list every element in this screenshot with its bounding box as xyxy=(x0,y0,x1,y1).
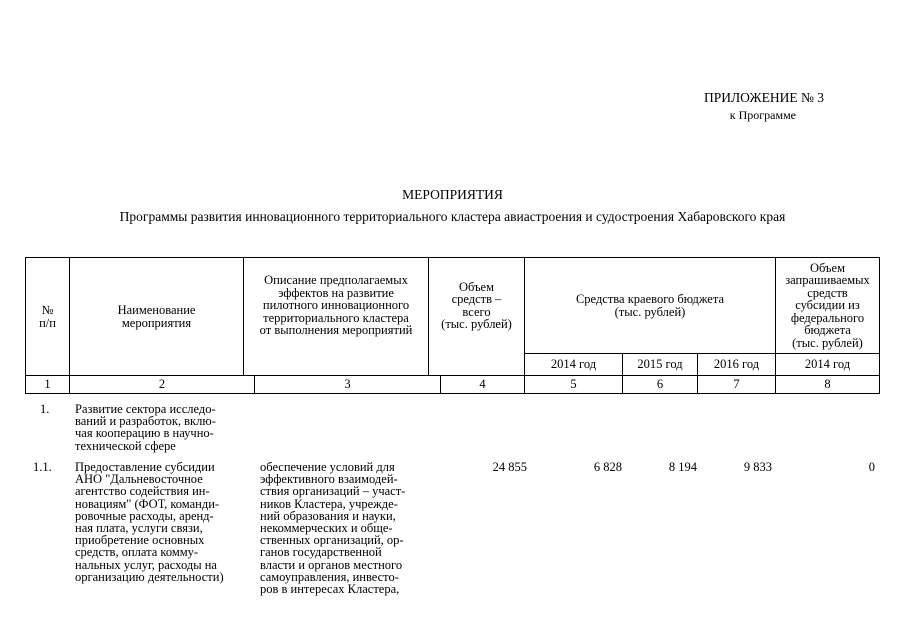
column-number: 1 xyxy=(44,377,51,391)
row-2014: 6 828 xyxy=(593,460,622,474)
row-2016: 9 833 xyxy=(743,460,772,474)
row-total: 24 855 xyxy=(492,460,527,474)
header-federal-year: 2014 год xyxy=(804,357,851,372)
header-year-2015: 2015 год xyxy=(637,357,683,372)
row-description: обеспечение условий для эффективного взаимодей- ствия организаций – участ- ников Кластера, учрежде- ний образования и науки, некоммерческих и обще- ственных организаций, ор- ганов государственной власти и органов местного самоуправления, инвесто- ров в интересах Кластера, xyxy=(260,460,406,597)
document-title: МЕРОПРИЯТИЯ xyxy=(402,187,503,202)
column-number: 6 xyxy=(656,377,664,391)
column-number: 8 xyxy=(824,377,831,391)
column-number: 7 xyxy=(733,377,740,391)
document-subtitle: Программы развития инновационного территориального кластера авиастроения и судостроения Хабаровского края xyxy=(119,209,786,224)
header-name: Наименование мероприятия xyxy=(117,303,196,330)
header-year-2016: 2016 год xyxy=(713,357,760,372)
column-number: 2 xyxy=(158,377,166,391)
header-description: Описание предполагаемых эффектов на развитие пилотного инновационного территориального кластера от выполнения мероприятий xyxy=(259,273,413,338)
header-year-2014: 2014 год xyxy=(550,357,597,372)
header-num: № п/п xyxy=(39,303,56,330)
appendix-title: ПРИЛОЖЕНИЕ № 3 xyxy=(703,90,824,105)
appendix-subtitle: к Программе xyxy=(729,108,796,122)
row-name: Развитие сектора исследо- ваний и разработок, вклю- чая кооперацию в научно- технической сфере xyxy=(75,402,216,453)
header-total: Объем средств – всего (тыс. рублей) xyxy=(441,279,512,331)
row-number: 1.1. xyxy=(33,460,52,474)
row-name: Предоставление субсидии АНО "Дальневосточное агентство содействия ин- новациям" (ФОТ, команди- ровочные расходы, аренд- ная плата, услуги связи, приобретение основных средств, оплата комму- нальных услуг, расходы на организацию деятельности) xyxy=(75,460,224,584)
header-federal-subsidy: Объем запрашиваемых средств субсидии из федерального бюджета (тыс. рублей) xyxy=(785,260,870,350)
column-number: 4 xyxy=(479,377,486,391)
column-number: 3 xyxy=(344,377,351,391)
row-2015: 8 194 xyxy=(668,460,697,474)
row-number: 1. xyxy=(40,402,50,416)
header-regional-budget: Средства краевого бюджета (тыс. рублей) xyxy=(575,292,725,319)
column-number: 5 xyxy=(570,377,577,391)
row-federal: 0 xyxy=(868,460,875,474)
